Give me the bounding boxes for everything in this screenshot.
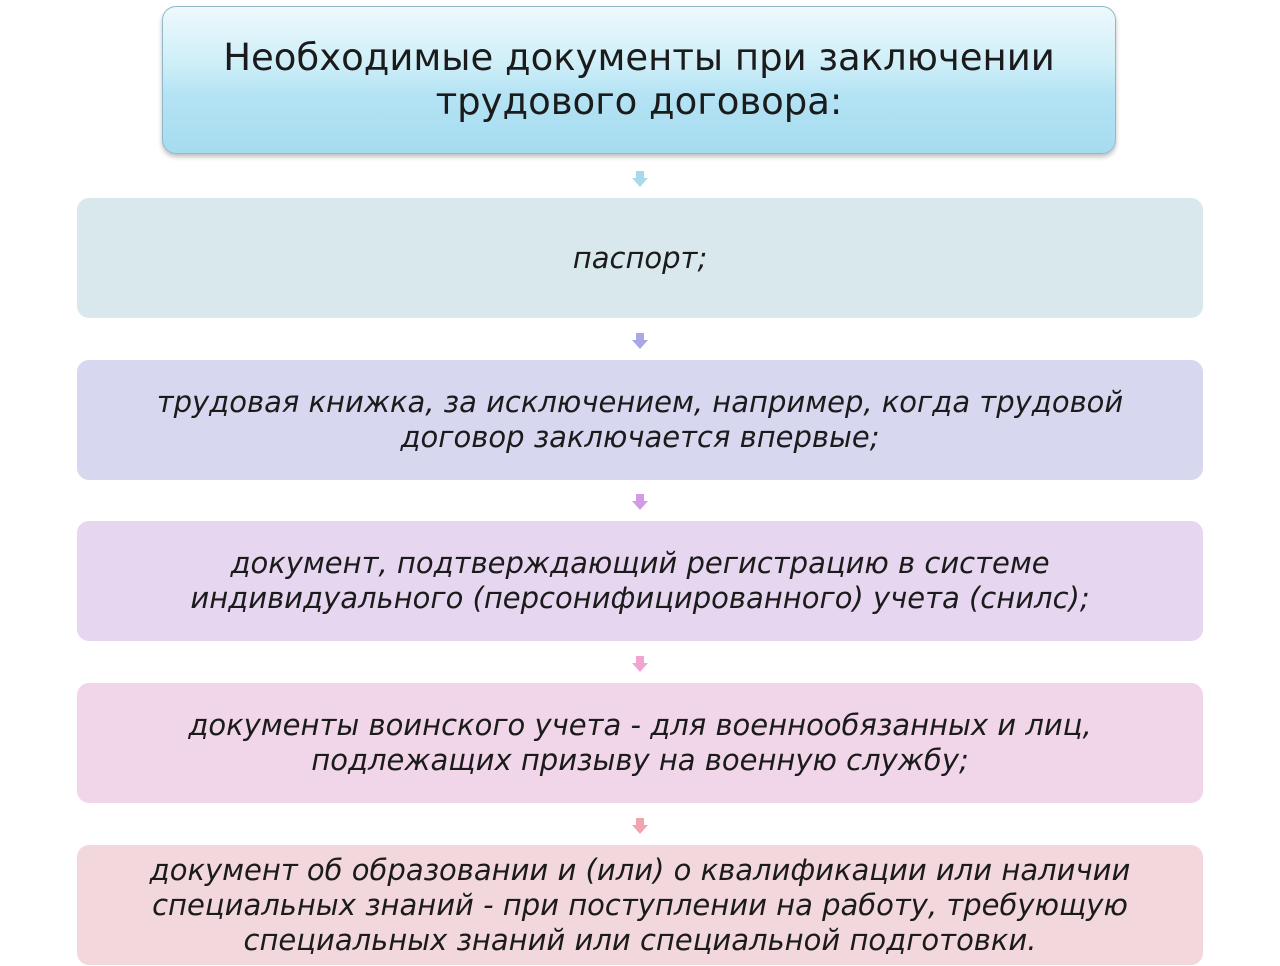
diagram-title: Необходимые документы при заключении трудового договора: bbox=[223, 36, 1055, 123]
down-arrow-icon bbox=[631, 817, 649, 835]
down-arrow-icon bbox=[631, 493, 649, 511]
down-arrow-icon bbox=[631, 170, 649, 188]
document-item-work-book bbox=[77, 360, 1203, 480]
document-item-text: документы воинского учета - для военнообязанных и лиц, подлежащих призыву на военную службу; bbox=[188, 708, 1092, 777]
arrow-shape-2 bbox=[632, 333, 648, 349]
document-item-text: документ, подтверждающий регистрацию в системе индивидуального (персонифицированного) учета (снилс); bbox=[190, 546, 1090, 615]
document-item-text: паспорт; bbox=[572, 240, 708, 275]
down-arrow-icon bbox=[631, 655, 649, 673]
document-item-passport bbox=[77, 198, 1203, 318]
arrow-shape-4 bbox=[632, 656, 648, 672]
diagram-title-box bbox=[162, 6, 1116, 154]
arrow-shape-3 bbox=[632, 494, 648, 510]
document-item-text: документ об образовании и (или) о квалификации или наличии специальных знаний - при поступлении на работу, требующую специальных знаний или специальной подготовки. bbox=[149, 852, 1131, 957]
arrow-shape-1 bbox=[632, 171, 648, 187]
document-item-education bbox=[77, 845, 1203, 965]
document-item-text: трудовая книжка, за исключением, например, когда трудовой договор заключается впервые; bbox=[156, 385, 1124, 454]
document-item-snils bbox=[77, 521, 1203, 641]
down-arrow-icon bbox=[631, 332, 649, 350]
arrow-shape-5 bbox=[632, 818, 648, 834]
document-item-military bbox=[77, 683, 1203, 803]
